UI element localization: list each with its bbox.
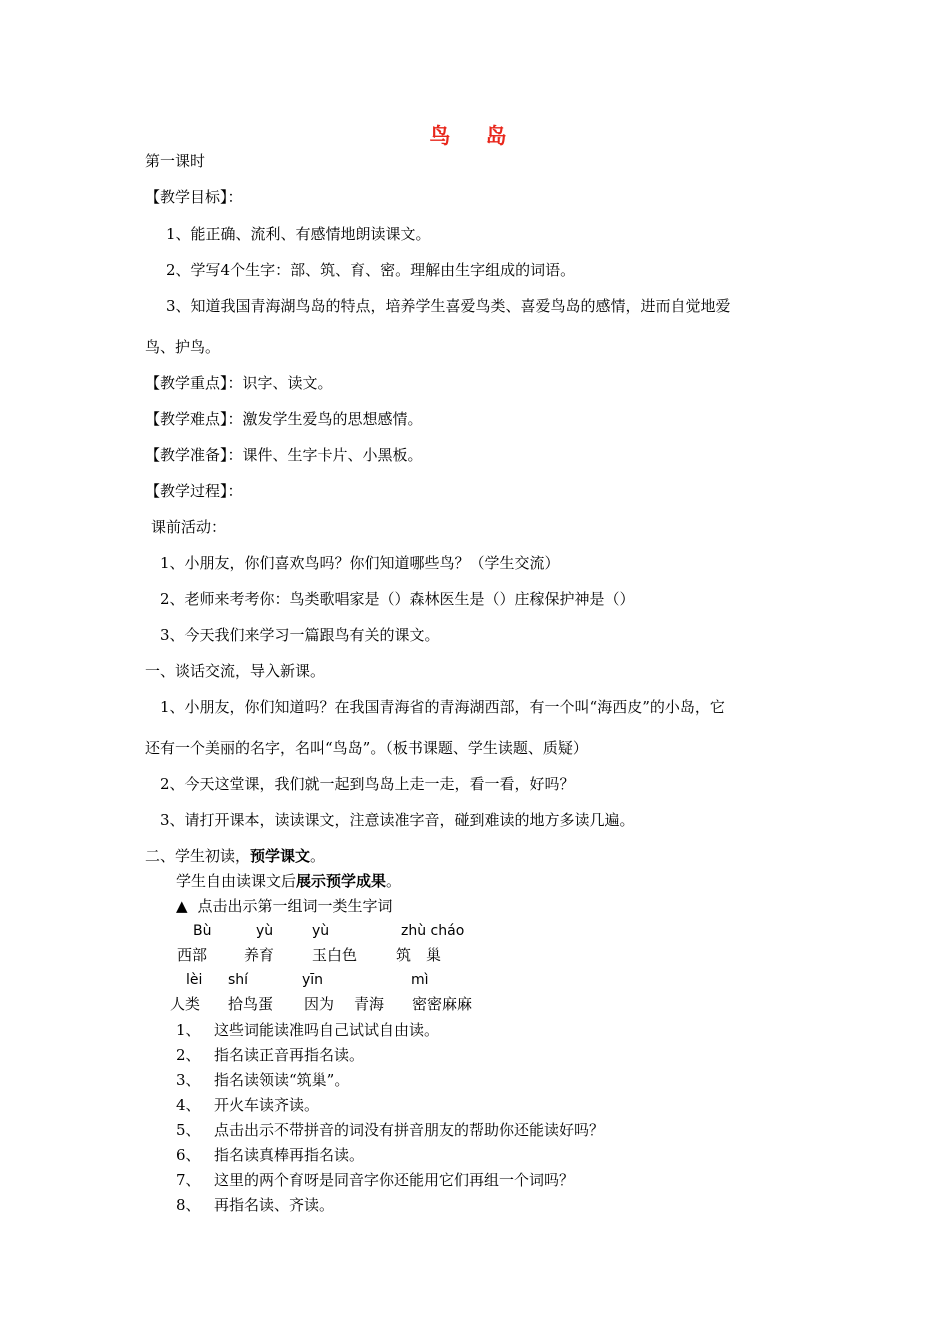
key-point: 【教学重点】：识字、读文。 xyxy=(145,374,333,392)
step-number: 3、 xyxy=(176,1071,201,1089)
step-number: 4、 xyxy=(176,1096,201,1114)
step-number: 1、 xyxy=(176,1021,201,1039)
step-item xyxy=(176,1195,334,1215)
section-one-item: 3、请打开课本，读读课文，注意读准字音，碰到难读的地方多读几遍。 xyxy=(160,811,635,829)
goal-item: 2、学写4个生字：部、筑、育、密。理解由生字组成的词语。 xyxy=(166,261,576,279)
step-item xyxy=(176,1145,364,1165)
pre-activity-item: 3、今天我们来学习一篇跟鸟有关的课文。 xyxy=(160,626,440,644)
section-two-suffix: 。 xyxy=(310,847,326,865)
goal-item: 3、知道我国青海湖鸟岛的特点，培养学生喜爱鸟类、喜爱鸟岛的感情，进而自觉地爱 xyxy=(166,297,731,315)
lesson-label: 第一课时 xyxy=(145,152,206,170)
document-title: 鸟 岛 xyxy=(429,123,521,148)
free-read-bold: 展示预学成果 xyxy=(296,872,387,890)
process-heading: 【教学过程】： xyxy=(145,482,243,500)
pinyin-yu: yù xyxy=(312,923,330,939)
word-xibu: 西部 xyxy=(177,946,208,964)
group-intro-line xyxy=(176,896,393,916)
section-two-bold: 预学课文 xyxy=(250,847,311,865)
word-yubaise: 玉白色 xyxy=(312,946,358,964)
section-one-item-continued: 还有一个美丽的名字，名叫“鸟岛”。（板书课题、学生读题、质疑） xyxy=(145,739,588,757)
triangle-icon: ▲ xyxy=(176,897,188,915)
pinyin-yu: yù xyxy=(256,923,274,939)
word-qinghai: 青海 xyxy=(354,995,385,1013)
step-text: 指名读领读“筑巢”。 xyxy=(214,1071,350,1089)
goals-heading: 【教学目标】： xyxy=(145,188,243,206)
step-text: 这些词能读准吗自己试试自由读。 xyxy=(214,1021,440,1039)
step-text: 这里的两个育呀是同音字你还能用它们再组一个词吗？ xyxy=(214,1171,575,1189)
word-yinwei: 因为 xyxy=(304,995,335,1013)
step-number: 2、 xyxy=(176,1046,201,1064)
pre-activity-item: 2、老师来考考你：鸟类歌唱家是（）森林医生是（）庄稼保护神是（） xyxy=(160,590,635,608)
section-one-item: 1、小朋友，你们知道吗？在我国青海省的青海湖西部，有一个叫“海西皮”的小岛，它 xyxy=(160,698,725,716)
difficulty: 【教学难点】：激发学生爱鸟的思想感情。 xyxy=(145,410,423,428)
step-number: 5、 xyxy=(176,1121,201,1139)
section-two-prefix: 二、学生初读， xyxy=(145,847,251,865)
word-zhuchao: 筑 巢 xyxy=(396,946,442,964)
pinyin-yin: yīn xyxy=(302,972,324,988)
pinyin-lei: lèi xyxy=(186,972,203,988)
section-one-item: 2、今天这堂课，我们就一起到鸟岛上走一走，看一看，好吗？ xyxy=(160,775,575,793)
step-item xyxy=(176,1045,364,1065)
step-number: 7、 xyxy=(176,1171,201,1189)
word-yangyu: 养育 xyxy=(244,946,275,964)
word-shiniaodan: 拾鸟蛋 xyxy=(228,995,274,1013)
step-number: 8、 xyxy=(176,1196,201,1214)
step-text: 指名读正音再指名读。 xyxy=(214,1046,365,1064)
goal-item-continued: 鸟、护鸟。 xyxy=(145,338,221,356)
word-renlei: 人类 xyxy=(170,995,201,1013)
step-text: 指名读真棒再指名读。 xyxy=(214,1146,365,1164)
section-one-heading: 一、谈话交流，导入新课。 xyxy=(145,662,326,680)
goal-item: 1、能正确、流利、有感情地朗读课文。 xyxy=(166,225,431,243)
free-read-prefix: 学生自由读课文后 xyxy=(176,872,297,890)
pre-activity-item: 1、小朋友，你们喜欢鸟吗？你们知道哪些鸟？（学生交流） xyxy=(160,554,560,572)
step-item xyxy=(176,1120,604,1140)
pinyin-mi: mì xyxy=(411,972,429,988)
pre-activity-label: 课前活动： xyxy=(151,518,227,536)
step-text: 再指名读、齐读。 xyxy=(214,1196,335,1214)
step-item xyxy=(176,1020,439,1040)
free-read-suffix: 。 xyxy=(386,872,402,890)
pinyin-shi: shí xyxy=(228,972,249,988)
preparation: 【教学准备】：课件、生字卡片、小黑板。 xyxy=(145,446,423,464)
step-text: 开火车读齐读。 xyxy=(214,1096,320,1114)
section-two-heading xyxy=(145,846,325,866)
pinyin-bu: Bù xyxy=(193,923,212,939)
step-item xyxy=(176,1170,574,1190)
step-text: 点击出示不带拼音的词没有拼音朋友的帮助你还能读好吗？ xyxy=(214,1121,605,1139)
step-item xyxy=(176,1070,349,1090)
step-item xyxy=(176,1095,319,1115)
free-read-line xyxy=(176,871,401,891)
step-number: 6、 xyxy=(176,1146,201,1164)
group-intro-text: 点击出示第一组词一类生字词 xyxy=(197,897,393,915)
pinyin-zhu-chao: zhù cháo xyxy=(401,923,465,939)
word-mimimama: 密密麻麻 xyxy=(412,995,473,1013)
